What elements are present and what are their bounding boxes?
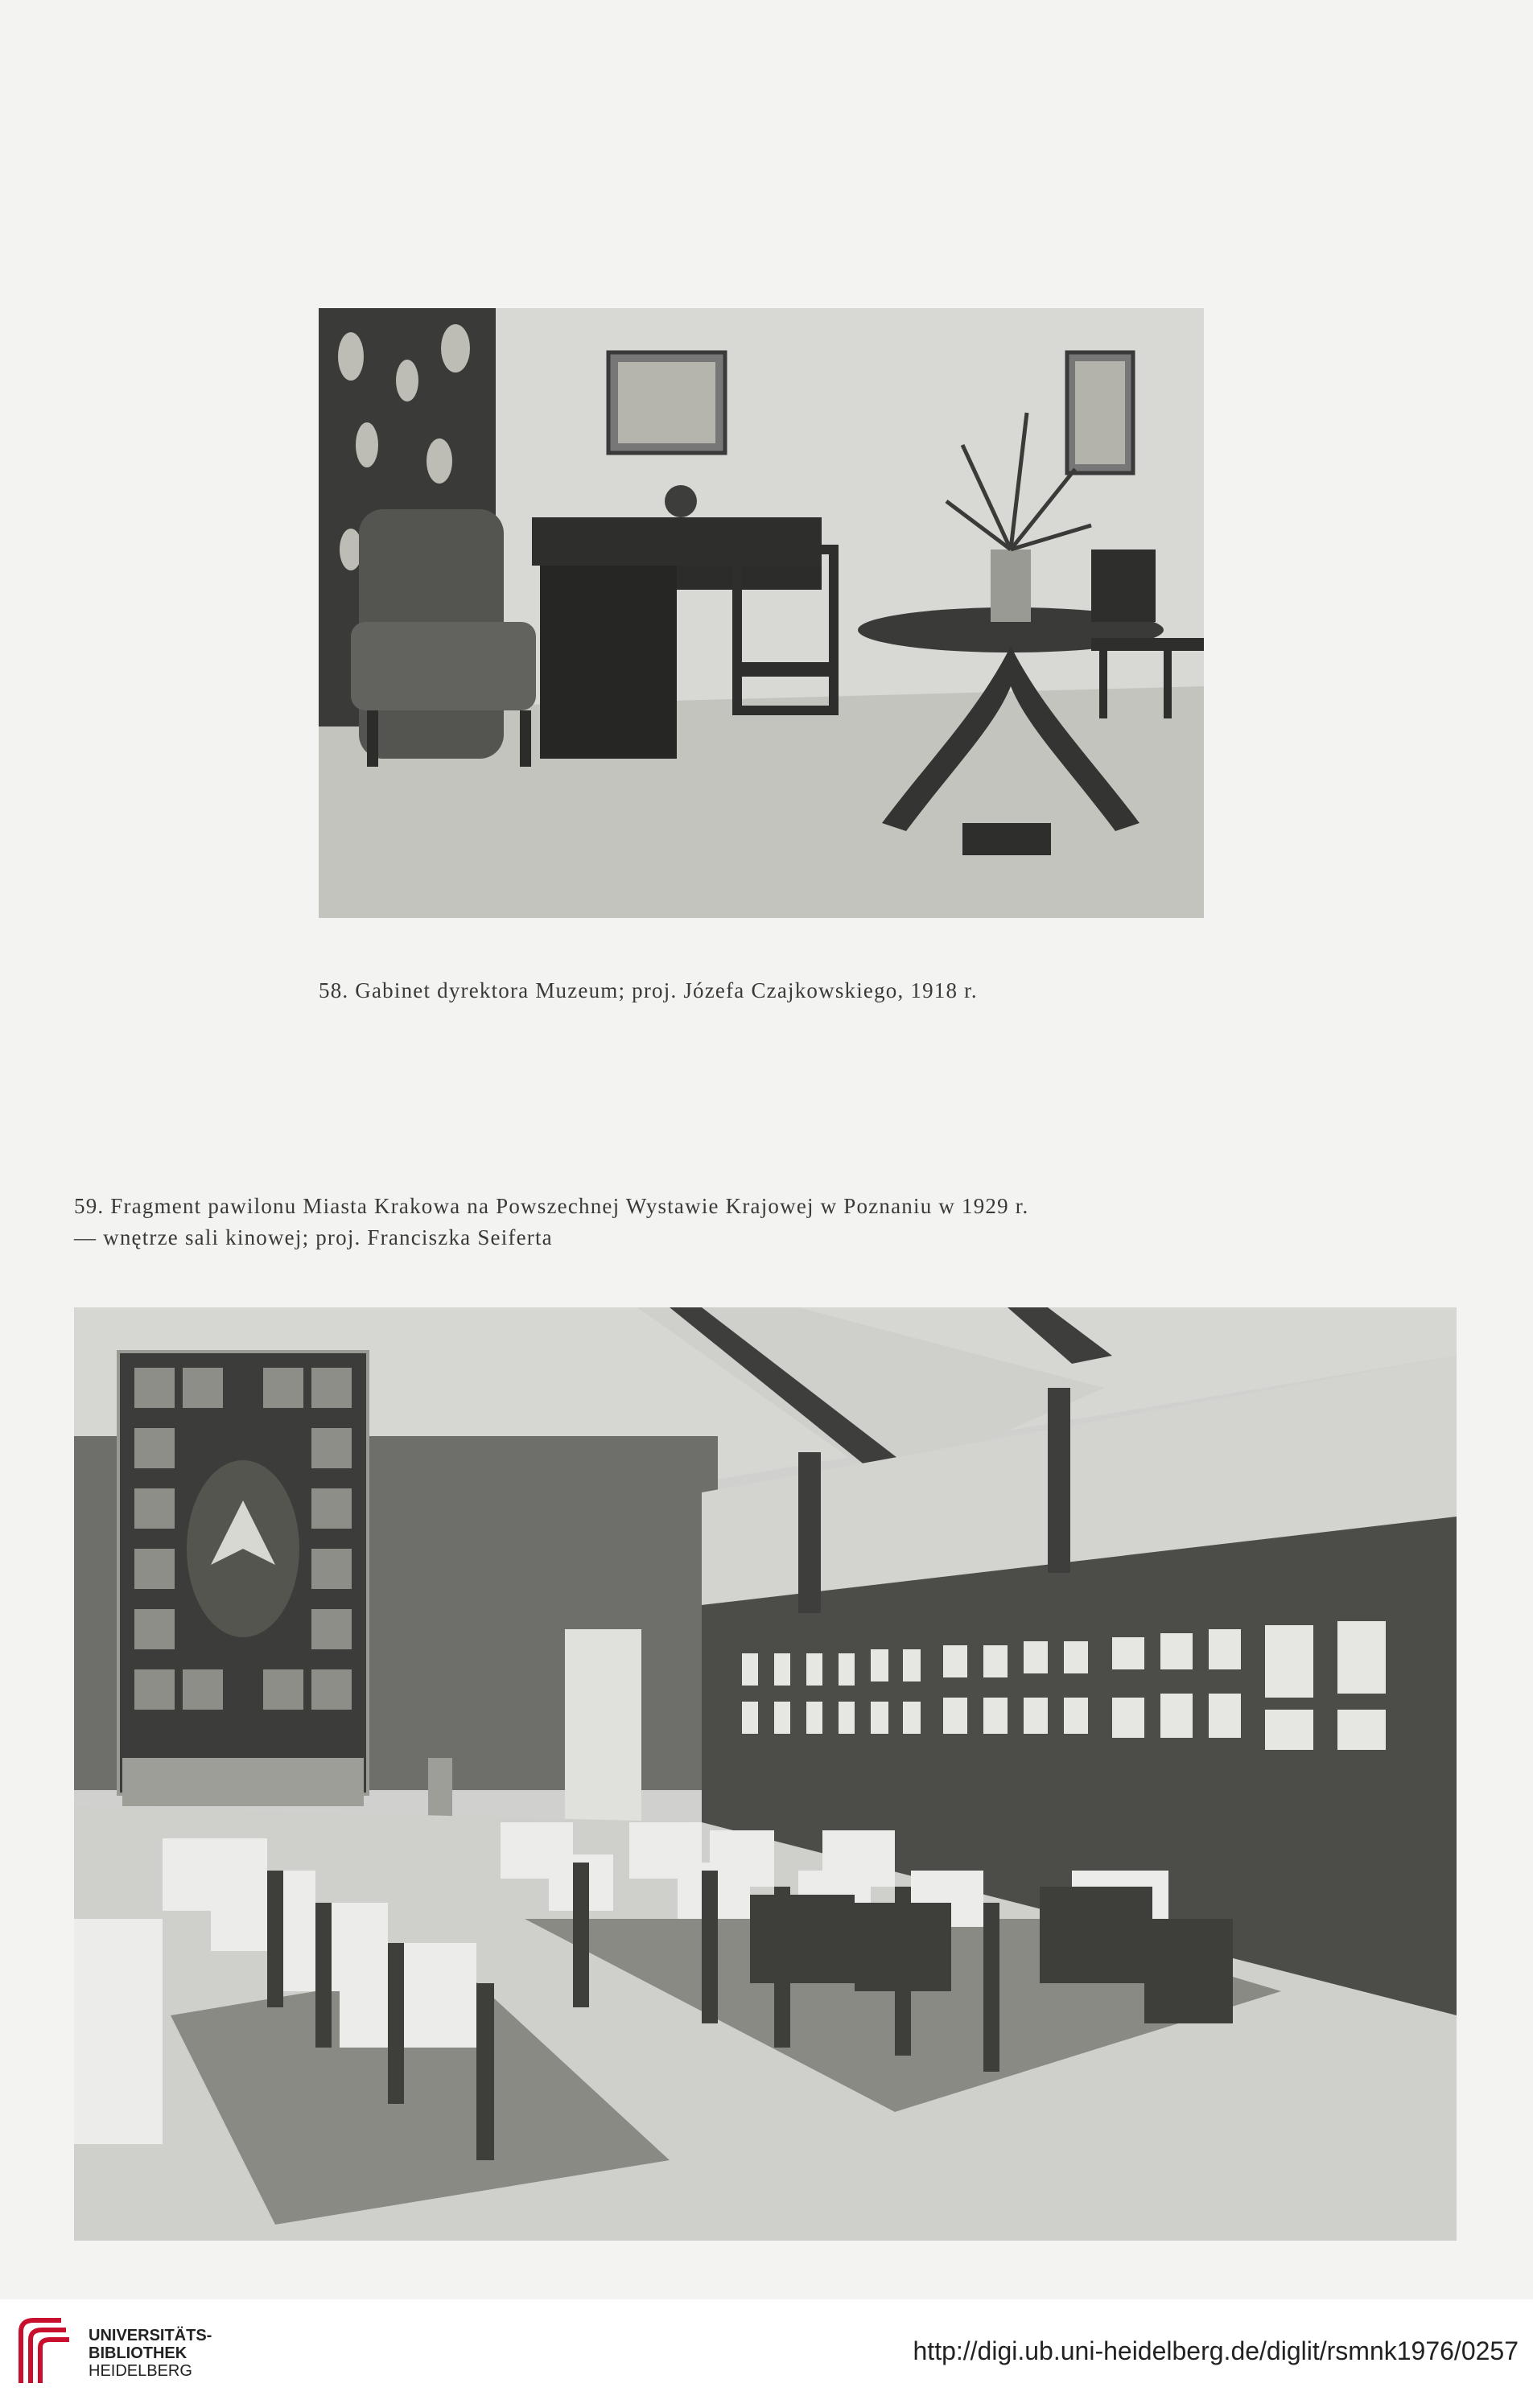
library-name-line2: BIBLIOTHEK <box>89 2344 188 2362</box>
photo-59-illustration <box>74 1307 1457 2241</box>
figure-58-caption: 58. Gabinet dyrektora Muzeum; proj. Józefa Czajkowskiego, 1918 r. <box>319 978 978 1002</box>
library-name-line1: UNIVERSITÄTS- <box>89 2327 212 2344</box>
photo-58-director-study <box>319 308 1204 918</box>
footer-bar <box>0 2299 1533 2408</box>
figure-59-caption-line1: 59. Fragment pawilonu Miasta Krakowa na Powszechnej Wystawie Krajowej w Poznaniu w 1929 r. <box>74 1194 1029 1218</box>
source-url-link[interactable]: http://digi.ub.uni-heidelberg.de/diglit/rsmnk1976/0257 <box>913 2336 1519 2365</box>
library-logo-icon <box>16 2315 74 2388</box>
library-name-line3: HEIDELBERG <box>89 2362 192 2380</box>
figure-59-caption-line2: — wnętrze sali kinowej; proj. Franciszka Seiferta <box>74 1225 553 1249</box>
photo-59-cinema-hall <box>74 1307 1457 2241</box>
photo-58-illustration <box>319 308 1204 918</box>
